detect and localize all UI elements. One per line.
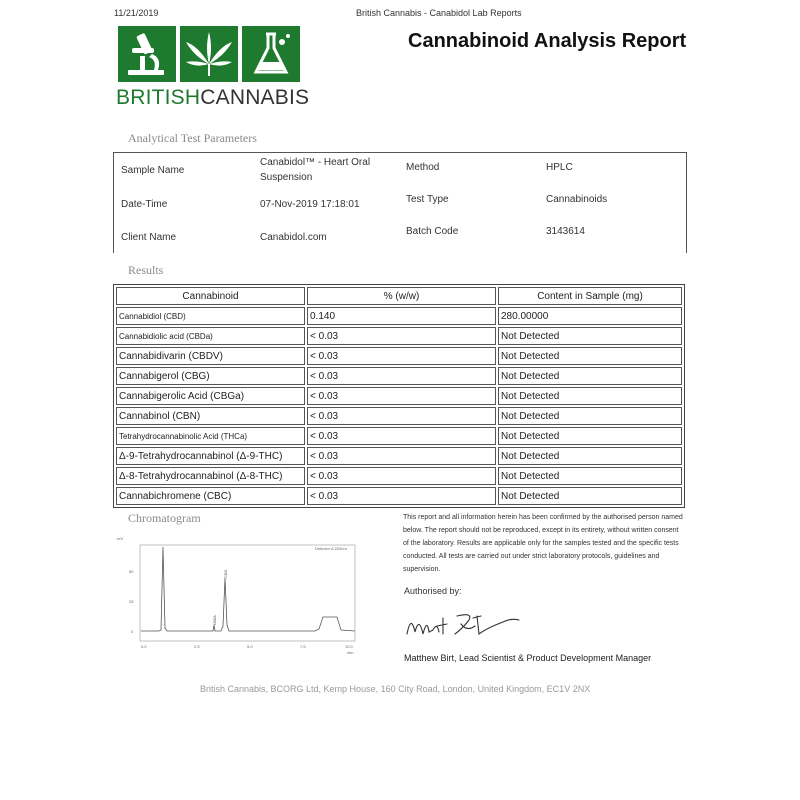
results-header-row xyxy=(116,287,682,305)
flask-icon xyxy=(242,26,300,82)
x-unit-label: min xyxy=(347,650,354,655)
results-table xyxy=(113,284,685,508)
cannabinoid-cell: Cannabigerolic Acid (CBGa) xyxy=(116,387,305,405)
parameters-section-label: Analytical Test Parameters xyxy=(128,131,257,145)
column-header-content: Content in Sample (mg) xyxy=(498,287,682,305)
column-header-percent: % (w/w) xyxy=(307,287,496,305)
cannabinoid-cell: Δ-8-Tetrahydrocannabinol (Δ-8-THC) xyxy=(116,467,305,485)
content-cell: 280.00000 xyxy=(498,307,682,325)
cannabinoid-cell: Cannabidivarin (CBDV) xyxy=(116,347,305,365)
content-cell: Not Detected xyxy=(498,407,682,425)
brand-name-part1: BRITISH xyxy=(116,86,201,109)
y-tick-label: 0 xyxy=(131,629,134,634)
x-tick-label: 2.5 xyxy=(194,644,200,649)
microscope-icon xyxy=(118,26,176,82)
table-row xyxy=(116,367,682,385)
authorised-by-label: Authorised by: xyxy=(404,586,462,596)
parameters-panel xyxy=(113,152,687,253)
table-row xyxy=(116,327,682,345)
content-cell: Not Detected xyxy=(498,387,682,405)
content-cell: Not Detected xyxy=(498,367,682,385)
column-header-cannabinoid: Cannabinoid xyxy=(116,287,305,305)
table-row xyxy=(116,347,682,365)
content-cell: Not Detected xyxy=(498,327,682,345)
content-cell: Not Detected xyxy=(498,347,682,365)
table-row xyxy=(116,447,682,465)
table-row xyxy=(116,467,682,485)
y-tick-label: 50 xyxy=(129,569,134,574)
sample-name-value-line1: Canabidol™ - Heart Oral xyxy=(260,157,371,168)
brand-name xyxy=(116,86,309,110)
test-type-value: Cannabinoids xyxy=(546,194,608,205)
batch-code-label: Batch Code xyxy=(406,226,459,237)
percent-cell: < 0.03 xyxy=(307,387,496,405)
chromatogram-y-unit: mV xyxy=(117,536,123,541)
peak-label-small: CBDA xyxy=(213,615,217,625)
method-value: HPLC xyxy=(546,162,573,173)
y-tick-label: 25 xyxy=(129,599,134,604)
legal-disclaimer: This report and all information herein has been confirmed by the authorised person named below. The report should not be reproduced, except in its entirety, without written consent of the laboratory. Results are applicable only for the samples tested and the specific tests conducted. All tests are carried out under strict laboratory protocols, guidelines and supervision. xyxy=(403,514,683,573)
content-cell: Not Detected xyxy=(498,487,682,505)
batch-code-value: 3143614 xyxy=(546,226,585,237)
sample-name-label: Sample Name xyxy=(121,165,185,176)
cannabinoid-cell: Cannabidiol (CBD) xyxy=(116,307,305,325)
signer-name: Matthew Birt, Lead Scientist & Product Development Manager xyxy=(404,653,652,663)
cannabinoid-cell: Δ-9-Tetrahydrocannabinol (Δ-9-THC) xyxy=(116,447,305,465)
percent-cell: < 0.03 xyxy=(307,487,496,505)
percent-cell: < 0.03 xyxy=(307,327,496,345)
content-cell: Not Detected xyxy=(498,447,682,465)
datetime-label: Date-Time xyxy=(121,199,168,210)
cannabinoid-cell: Cannabinol (CBN) xyxy=(116,407,305,425)
table-row xyxy=(116,487,682,505)
x-tick-label: 10.0 xyxy=(345,644,353,649)
percent-cell: < 0.03 xyxy=(307,347,496,365)
percent-cell: 0.140 xyxy=(307,307,496,325)
client-name-value: Canabidol.com xyxy=(260,232,327,243)
content-cell: Not Detected xyxy=(498,467,682,485)
table-row xyxy=(116,387,682,405)
brand-name-part2: CANNABIS xyxy=(200,86,310,109)
table-row xyxy=(116,407,682,425)
cannabinoid-cell: Cannabidiolic acid (CBDa) xyxy=(116,327,305,345)
report-title: Cannabinoid Analysis Report xyxy=(408,30,687,52)
percent-cell: < 0.03 xyxy=(307,427,496,445)
print-document-title: British Cannabis - Canabidol Lab Reports xyxy=(356,8,522,18)
print-date: 11/21/2019 xyxy=(114,8,159,18)
table-row xyxy=(116,427,682,445)
percent-cell: < 0.03 xyxy=(307,367,496,385)
chromatogram-plot xyxy=(115,533,360,658)
test-type-label: Test Type xyxy=(406,194,449,205)
percent-cell: < 0.03 xyxy=(307,407,496,425)
cannabis-leaf-icon xyxy=(180,26,238,82)
content-cell: Not Detected xyxy=(498,427,682,445)
percent-cell: < 0.03 xyxy=(307,447,496,465)
client-name-label: Client Name xyxy=(121,232,177,243)
sample-name-value-line2: Suspension xyxy=(260,172,313,183)
cannabinoid-cell: Cannabigerol (CBG) xyxy=(116,367,305,385)
percent-cell: < 0.03 xyxy=(307,467,496,485)
results-section-label: Results xyxy=(128,263,164,277)
cannabinoid-cell: Tetrahydrocannabinolic Acid (THCa) xyxy=(116,427,305,445)
chromatogram-frame xyxy=(140,545,355,641)
chromatogram-detector-label: Detector A 220nm xyxy=(315,546,347,551)
signature-image xyxy=(403,604,523,644)
chromatogram-trace xyxy=(141,547,355,631)
datetime-value: 07-Nov-2019 17:18:01 xyxy=(260,199,360,210)
x-tick-label: 5.0 xyxy=(247,644,253,649)
method-label: Method xyxy=(406,162,440,173)
chromatogram-section-label: Chromatogram xyxy=(128,511,201,525)
brand-logo xyxy=(118,26,300,82)
cannabinoid-cell: Cannabichromene (CBC) xyxy=(116,487,305,505)
x-tick-label: 7.5 xyxy=(300,644,306,649)
table-row xyxy=(116,307,682,325)
peak-label-main: CBD xyxy=(223,569,228,578)
x-tick-label: 0.0 xyxy=(141,644,147,649)
company-address-footer: British Cannabis, BCORG Ltd, Kemp House, 160 City Road, London, United Kingdom, EC1V 2NX xyxy=(200,684,591,694)
